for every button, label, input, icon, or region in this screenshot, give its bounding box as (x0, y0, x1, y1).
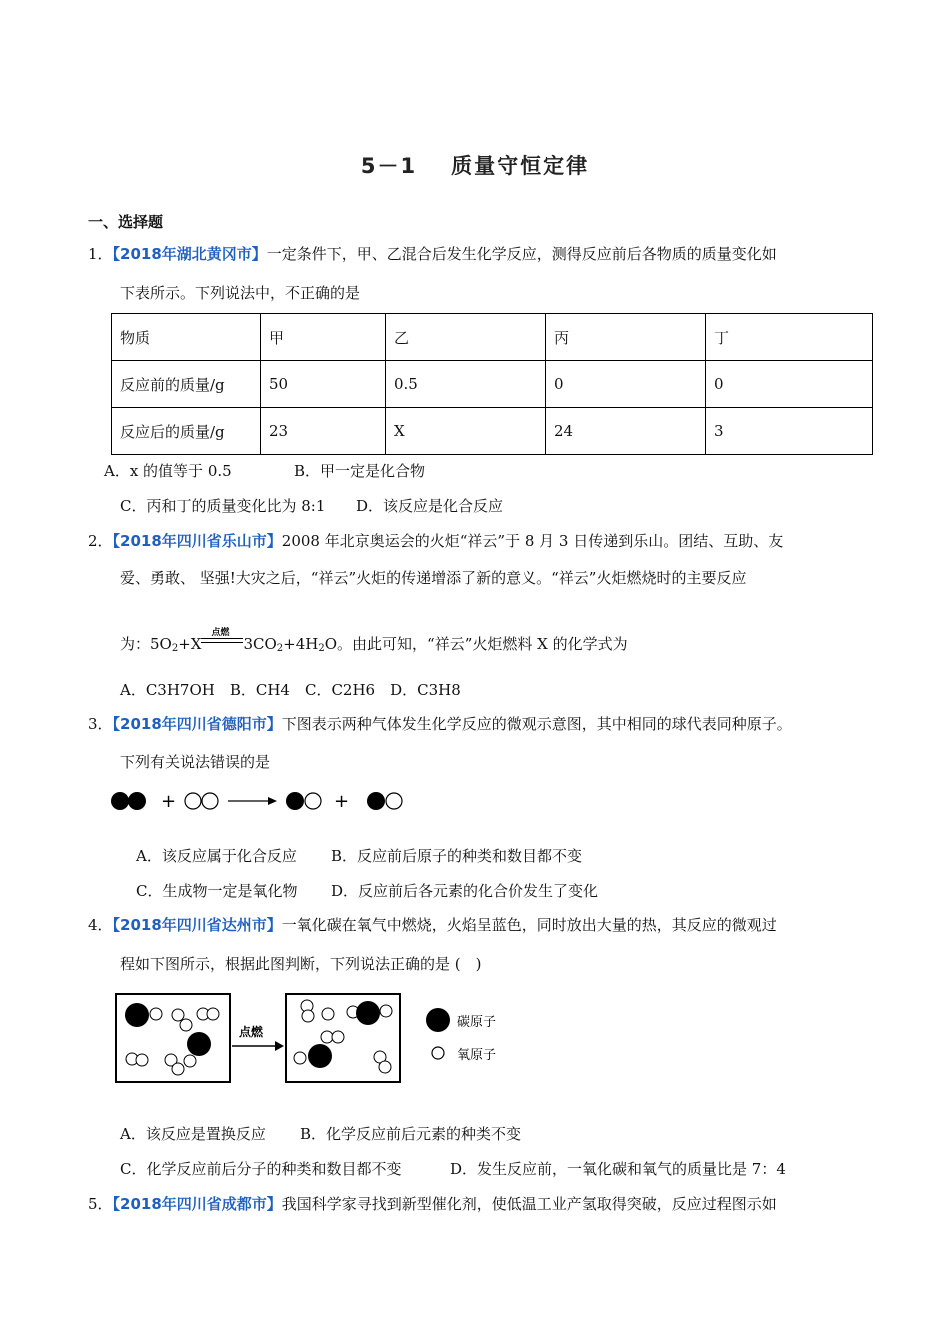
black-atom (128, 792, 146, 810)
subscript: 2 (171, 643, 179, 654)
subscript: 2 (318, 643, 325, 654)
arrow-label: 点燃 (239, 1025, 264, 1039)
question-2-line-1 (88, 531, 783, 551)
question-5-line-1 (88, 1194, 777, 1214)
q1-option-c: C．丙和丁的质量变化比为 8:1 (120, 497, 326, 515)
black-atom (367, 792, 385, 810)
table-cell: 丁 (706, 314, 873, 361)
table-cell: 50 (261, 361, 386, 408)
arrow-head-icon (275, 1041, 284, 1051)
oxygen-atom (172, 1009, 184, 1021)
table-cell: 0.5 (386, 361, 546, 408)
q4-option-d: D．发生反应前，一氧化碳和氧气的质量比是 7：4 (450, 1160, 786, 1178)
section-heading: 一、选择题 (88, 213, 164, 231)
q3-option-a: A．该反应属于化合反应 (136, 847, 297, 865)
q3-option-c: C．生成物一定是氧化物 (136, 882, 298, 900)
oxygen-atom (302, 1010, 314, 1022)
q1-option-d: D．该反应是化合反应 (356, 497, 504, 515)
equation-part: +4H (283, 635, 319, 653)
question-4-line-1 (88, 915, 777, 935)
combustion-diagram (112, 990, 532, 1090)
question-text: 一氧化碳在氧气中燃烧，火焰呈蓝色，同时放出大量的热，其反应的微观过 (281, 916, 777, 934)
chapter-number: 5－1 (360, 154, 418, 178)
question-4-line-2: 程如下图所示，根据此图判断，下列说法正确的是 ( ) (120, 955, 482, 973)
subscript: 2 (276, 643, 284, 654)
question-source: 【2018年四川省德阳市】 (112, 715, 282, 733)
q1-option-a: A．x 的值等于 0.5 (104, 462, 232, 480)
question-source: 【2018年四川省乐山市】 (112, 532, 282, 550)
black-atom (286, 792, 304, 810)
oxygen-legend-icon (432, 1047, 444, 1059)
oxygen-atom (184, 1055, 196, 1067)
question-1-line-1 (88, 244, 777, 264)
oxygen-atom (150, 1008, 162, 1020)
question-1-line-2: 下表所示。下列说法中，不正确的是 (120, 284, 361, 302)
black-atom (111, 792, 129, 810)
table-cell: 物质 (112, 314, 261, 361)
table-cell: 3 (706, 408, 873, 455)
reaction-condition (201, 628, 243, 655)
oxygen-atom (322, 1008, 334, 1020)
q4-option-b: B．化学反应前后元素的种类不变 (300, 1125, 522, 1143)
page-title (0, 150, 950, 180)
table-cell: 反应后的质量/g (112, 408, 261, 455)
question-3-line-1 (88, 714, 792, 734)
question-text: 一定条件下，甲、乙混合后发生化学反应，测得反应前后各物质的质量变化如 (266, 245, 777, 263)
chapter-title: 质量守恒定律 (451, 154, 590, 178)
question-2-line-2: 爱、勇敢、 坚强!大灾之后，“祥云”火炬的传递增添了新的意义。“祥云”火炬燃烧时的主要反应 (120, 569, 747, 587)
question-text: 下图表示两种气体发生化学反应的微观示意图，其中相同的球代表同种原子。 (281, 715, 792, 733)
question-number: 5． (88, 1195, 113, 1213)
question-number: 2． (88, 532, 113, 550)
equation-part: 3CO (243, 635, 277, 653)
question-3-line-2: 下列有关说法错误的是 (120, 753, 271, 771)
question-source: 【2018年湖北黄冈市】 (112, 245, 267, 263)
oxygen-atom (136, 1054, 148, 1066)
carbon-atom (356, 1001, 380, 1025)
question-source: 【2018年四川省成都市】 (112, 1195, 282, 1213)
plus-sign: + (334, 791, 350, 812)
oxygen-atom (380, 1005, 392, 1017)
question-text: 2008 年北京奥运会的火炬“祥云”于 8 月 3 日传递到乐山。团结、互助、友 (281, 532, 784, 550)
equation-part: 为：5O (120, 635, 172, 653)
white-atom (386, 793, 402, 809)
oxygen-atom (172, 1063, 184, 1075)
table-row (112, 408, 873, 455)
q3-option-b: B．反应前后原子的种类和数目都不变 (331, 847, 583, 865)
table-cell: 24 (546, 408, 706, 455)
table-cell: 乙 (386, 314, 546, 361)
white-atom (185, 793, 201, 809)
table-cell: X (386, 408, 546, 455)
carbon-legend-icon (426, 1008, 450, 1032)
q2-options: A．C3H7OH B．CH4 C．C2H6 D．C3H8 (120, 681, 461, 699)
carbon-atom (187, 1032, 211, 1056)
oxygen-atom (321, 1031, 333, 1043)
equation-part: O。由此可知，“祥云”火炬燃料 X 的化学式为 (324, 635, 628, 653)
oxygen-atom (332, 1031, 344, 1043)
equation-part: +X (178, 635, 202, 653)
q1-option-b: B．甲一定是化合物 (294, 462, 426, 480)
question-number: 4． (88, 916, 113, 934)
table-cell: 甲 (261, 314, 386, 361)
legend-carbon: 碳原子 (457, 1015, 497, 1030)
table-cell: 0 (706, 361, 873, 408)
carbon-atom (308, 1044, 332, 1068)
table-cell: 0 (546, 361, 706, 408)
arrow-head-icon (268, 797, 277, 805)
oxygen-atom (379, 1061, 391, 1073)
table-header-row (112, 314, 873, 361)
question-number: 1． (88, 245, 113, 263)
q3-option-d: D．反应前后各元素的化合价发生了变化 (331, 882, 599, 900)
condition-label: 点燃 (211, 628, 230, 638)
table-cell: 丙 (546, 314, 706, 361)
question-text: 我国科学家寻找到新型催化剂，使低温工业产氢取得突破，反应过程图示如 (281, 1195, 777, 1213)
oxygen-atom (207, 1008, 219, 1020)
carbon-atom (125, 1003, 149, 1027)
legend-oxygen: 氧原子 (457, 1048, 497, 1063)
q4-option-c: C．化学反应前后分子的种类和数目都不变 (120, 1160, 402, 1178)
table-cell: 反应前的质量/g (112, 361, 261, 408)
table-row (112, 361, 873, 408)
q4-option-a: A．该反应是置换反应 (120, 1125, 266, 1143)
oxygen-atom (180, 1019, 192, 1031)
plus-sign: + (161, 791, 177, 812)
white-atom (202, 793, 218, 809)
chemical-equation (120, 628, 628, 655)
question-source: 【2018年四川省达州市】 (112, 916, 282, 934)
oxygen-atom (294, 1052, 306, 1064)
table-cell: 23 (261, 408, 386, 455)
question-number: 3． (88, 715, 113, 733)
mass-table (111, 313, 873, 455)
reaction-diagram (108, 785, 408, 819)
white-atom (305, 793, 321, 809)
